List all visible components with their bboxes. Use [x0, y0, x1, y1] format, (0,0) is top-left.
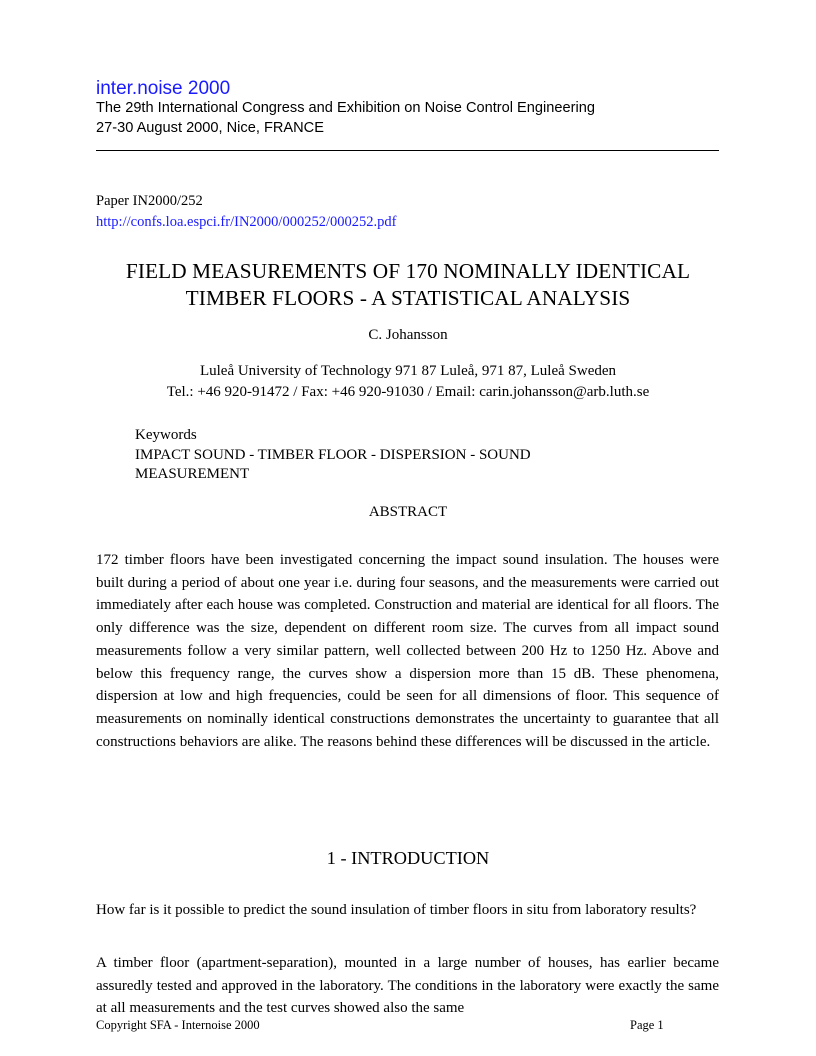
paper-title-line-2: TIMBER FLOORS - A STATISTICAL ANALYSIS: [185, 286, 631, 310]
footer-page-number: Page 1: [630, 1018, 664, 1032]
conference-full-title: The 29th International Congress and Exhibition on Noise Control Engineering: [96, 100, 595, 116]
header-divider: [96, 150, 719, 151]
conference-name: inter.noise 2000: [96, 78, 231, 99]
affiliation-line-1: Luleå University of Technology 971 87 Luleå, 971 87, Luleå Sweden: [199, 363, 617, 379]
affiliation-contact-line: Tel.: +46 920-91472 / Fax: +46 920-91030 / Email: carin.johansson@arb.luth.se: [166, 384, 650, 400]
paper-title-line-1: FIELD MEASUREMENTS OF 170 NOMINALLY IDENTICAL: [125, 259, 691, 283]
author: C. Johansson: [368, 327, 448, 343]
abstract-heading: ABSTRACT: [368, 504, 448, 520]
paper-id: Paper IN2000/252: [96, 193, 203, 209]
abstract-body: 172 timber floors have been investigated concerning the impact sound insulation. The houses were built during a period of about one year i.e. during four seasons, and the measurements were carried out immediately after each house was completed. Construction and material are identical for all floors. The only difference was the size, dependent on different room size. The curves from all impact sound measurements follow a very similar pattern, well collected between 200 Hz to 1250 Hz. Above and below this frequency range, the curves show a dispersion more than 15 dB. These phenomena, dispersion at low and high frequencies, could be seen for all dimensions of floor. This sequence of measurements on nominally identical constructions demonstrates the uncertainty to guarantee that all constructions behaviors are alike. The reasons behind these differences will be discussed in the article.: [96, 552, 719, 750]
keywords-text: IMPACT SOUND - TIMBER FLOOR - DISPERSION - SOUND MEASUREMENT: [135, 447, 531, 482]
keywords-label: Keywords: [135, 427, 197, 443]
section-heading-introduction: 1 - INTRODUCTION: [326, 848, 490, 868]
paper-title: [96, 258, 720, 312]
footer-copyright: Copyright SFA - Internoise 2000: [96, 1018, 260, 1032]
introduction-paragraph-2: A timber floor (apartment-separation), mounted in a large number of houses, has earlier became assuredly tested and approved in the laboratory. The conditions in the laboratory were exactly the same at all measurements and the test curves showed also the same: [96, 955, 719, 1016]
introduction-paragraph-1: How far is it possible to predict the sound insulation of timber floors in situ from laboratory results?: [96, 902, 697, 918]
conference-date-place: 27-30 August 2000, Nice, FRANCE: [96, 120, 324, 136]
paper-url-link[interactable]: http://confs.loa.espci.fr/IN2000/000252/000252.pdf: [96, 214, 397, 230]
